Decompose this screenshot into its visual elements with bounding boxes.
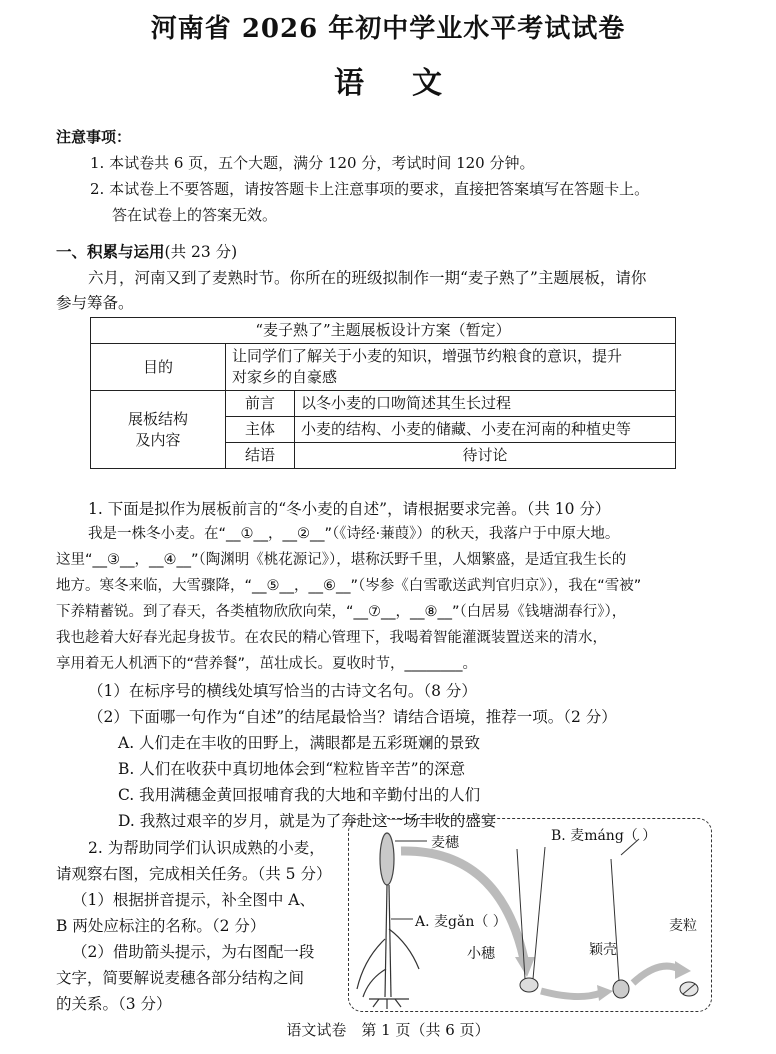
- wheat-illustration: [349, 819, 711, 1011]
- passage-line: 我是一株冬小麦。在“__①__，__②__”（《诗经·蒹葭》）的秋天，我落户于中原大地。: [88, 526, 620, 542]
- q2-line: 请观察右图，完成相关任务。（共 5 分）: [56, 865, 332, 883]
- label-a: A. 麦gǎn（ ）: [415, 914, 507, 930]
- section-points: (共 23 分): [164, 243, 238, 261]
- table-cell: [226, 344, 676, 391]
- label-glume: 颖壳: [589, 942, 617, 958]
- wheat-plant: [357, 833, 419, 1009]
- q2-line: 文字，简要解说麦穗各部分结构之间: [56, 969, 305, 987]
- section-title: 一、积累与运用: [56, 242, 165, 261]
- section-intro: 六月，河南又到了麦熟时节。你所在的班级拟制作一期“麦子熟了”主题展板，请你: [88, 269, 647, 287]
- structure-label: 及内容: [135, 430, 181, 449]
- spikelet: [517, 847, 545, 992]
- purpose-text: 让同学们了解关于小麦的知识，增强节约粮食的意识，提升: [232, 347, 623, 365]
- q2-line: B 两处应标注的名称。（2 分）: [56, 917, 266, 935]
- passage-line: 地方。寒冬来临，大雪骤降，“__⑤__，__⑥__”（岑参《白雪歌送武判官归京》），我在“雪被”: [56, 578, 642, 594]
- sub-question: （1）在标序号的横线处填写恰当的古诗文名句。（8 分）: [88, 682, 477, 700]
- option-b: B. 人们在收获中真切地体会到“粒粒皆辛苦”的深意: [118, 760, 466, 778]
- option-c: C. 我用满穗金黄回报哺育我的大地和辛勤付出的人们: [118, 786, 481, 804]
- notice-item: 2. 本试卷上不要答题，请按答题卡上注意事项的要求，直接把答案填写在答题卡上。: [90, 180, 650, 198]
- table-cell: 待讨论: [295, 443, 676, 469]
- notice-item: 1. 本试卷共 6 页，五个大题，满分 120 分，考试时间 120 分钟。: [90, 154, 535, 172]
- notice-heading: 注意事项：: [56, 128, 132, 146]
- purpose-text: 对家乡的自豪感: [232, 368, 338, 386]
- table-cell: [91, 391, 226, 469]
- option-d: D. 我熬过艰辛的岁月，就是为了奔赴这一场丰收的盛宴: [118, 812, 497, 830]
- table-caption: “麦子熟了”主题展板设计方案（暂定）: [91, 318, 676, 344]
- table-cell: 目的: [91, 344, 226, 391]
- q2-line: （2）借助箭头提示，为右图配一段: [72, 943, 315, 961]
- sub-question: （2）下面哪一句作为“自述”的结尾最恰当？请结合语境，推荐一项。（2 分）: [88, 708, 617, 726]
- question-stem: 1. 下面是拟作为展板前言的“冬小麦的自述”，请根据要求完善。（共 10 分）: [88, 500, 611, 518]
- table-cell: 结语: [226, 443, 295, 469]
- q2-line: （1）根据拼音提示，补全图中 A、: [72, 891, 315, 909]
- passage-line: 下养精蓄锐。到了春天，各类植物欣欣向荣，“__⑦__，__⑧__”（白居易《钱塘湖春行》），: [56, 604, 627, 620]
- table-cell: 前言: [226, 391, 295, 417]
- notice-item: 答在试卷上的答案无效。: [112, 206, 278, 224]
- option-a: A. 人们走在丰收的田野上，满眼都是五彩斑斓的景致: [118, 734, 481, 752]
- q2-line: 的关系。（3 分）: [56, 995, 172, 1013]
- glume: [611, 859, 629, 998]
- section-heading: [56, 240, 237, 262]
- wheat-grain: [680, 982, 698, 996]
- page-footer: 语文试卷 第 1 页（共 6 页）: [286, 1021, 490, 1039]
- label-spike: 麦穗: [431, 835, 459, 851]
- structure-label: 展板结构: [127, 409, 188, 428]
- design-scheme-table: [90, 317, 676, 469]
- passage-line: 这里“__③__，__④__”（陶渊明《桃花源记》），堪称沃野千里，人烟繁盛，是适宜我生长的: [56, 552, 627, 568]
- table-cell: 主体: [226, 417, 295, 443]
- passage-line: 我也趁着大好春光起身拔节。在农民的精心管理下，我喝着智能灌溉装置送来的清水，: [56, 630, 607, 646]
- passage-line: 享用着无人机洒下的“营养餐”，茁壮成长。夏收时节，________。: [56, 656, 478, 672]
- table-cell: 以冬小麦的口吻简述其生长过程: [295, 391, 676, 417]
- label-b: B. 麦máng（ ）: [551, 828, 657, 844]
- subject-title: 语文: [334, 66, 490, 101]
- table-cell: 小麦的结构、小麦的储藏、小麦在河南的种植史等: [295, 417, 676, 443]
- page-title: 河南省 2026 年初中学业水平考试试卷: [150, 14, 626, 44]
- wheat-structure-figure: [348, 818, 712, 1012]
- label-spikelet: 小穗: [467, 946, 495, 962]
- q2-line: 2. 为帮助同学们认识成熟的小麦，: [88, 839, 325, 857]
- section-intro: 参与筹备。: [56, 294, 134, 312]
- label-grain: 麦粒: [669, 918, 697, 934]
